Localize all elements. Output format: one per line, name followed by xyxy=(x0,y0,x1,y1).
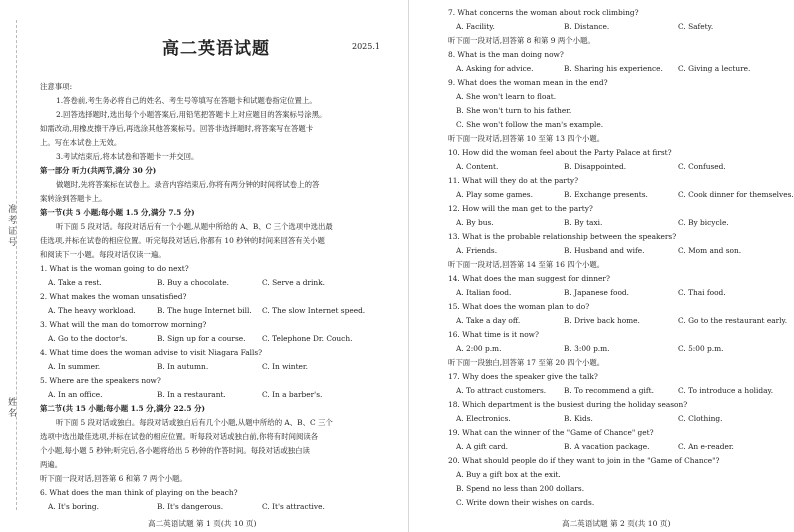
option-a[interactable]: A. Asking for advice. xyxy=(456,64,534,73)
option-c[interactable]: C. Confused. xyxy=(678,162,726,171)
option-b[interactable]: B. Japanese food. xyxy=(564,288,630,297)
exam-id-label: 准考证号 xyxy=(8,205,18,248)
option-c[interactable]: C. She won't follow the man's example. xyxy=(456,120,604,129)
name-label: 姓名 xyxy=(8,398,18,419)
instruction-line: 和阅读下一小题。每段对话仅读一遍。 xyxy=(40,250,166,259)
question-text: 16. What time is it now? xyxy=(448,330,539,339)
exam-date: 2025.1 xyxy=(352,42,380,51)
page-footer: 高二英语试题 第 2 页(共 10 页) xyxy=(562,519,671,528)
option-a[interactable]: A. Take a rest. xyxy=(48,278,102,287)
option-b[interactable]: B. Sharing his experience. xyxy=(564,64,663,73)
option-c[interactable]: C. Giving a lecture. xyxy=(678,64,751,73)
binding-line xyxy=(16,20,17,510)
question-text: 14. What does the man suggest for dinner? xyxy=(448,274,610,283)
option-a[interactable]: A. Friends. xyxy=(456,246,498,255)
section-heading: 第一节(共 5 小题;每小题 1.5 分,满分 7.5 分) xyxy=(40,208,195,217)
option-c[interactable]: C. An e-reader. xyxy=(678,442,734,451)
question-text: 11. What will they do at the party? xyxy=(448,176,579,185)
page-footer: 高二英语试题 第 1 页(共 10 页) xyxy=(148,519,257,528)
option-b[interactable]: B. By taxi. xyxy=(564,218,603,227)
instruction-line: 两遍。 xyxy=(40,460,63,469)
option-a[interactable]: A. In an office. xyxy=(48,390,103,399)
option-b[interactable]: B. Kids. xyxy=(564,414,593,423)
option-a[interactable]: A. Play some games. xyxy=(456,190,533,199)
notice-line: 2.回答选择题时,选出每个小题答案后,用铅笔把答题卡上对应题目的答案标号涂黑。 xyxy=(56,110,327,119)
option-b[interactable]: B. Spend no less than 200 dollars. xyxy=(456,484,585,493)
option-c[interactable]: C. By bicycle. xyxy=(678,218,729,227)
notice-line: 如需改动,用橡皮擦干净后,再选涂其他答案标号。回答非选择题时,将答案写在答题卡 xyxy=(40,124,314,133)
option-a[interactable]: A. 2:00 p.m. xyxy=(456,344,502,353)
option-a[interactable]: A. Buy a gift box at the exit. xyxy=(456,470,561,479)
dialogue-intro: 听下面一段对话,回答第 10 至第 13 四个小题。 xyxy=(448,134,605,143)
notice-line: 1.答卷前,考生务必将自己的姓名、考生号等填写在答题卡和试题卷指定位置上。 xyxy=(56,96,317,105)
option-a[interactable]: A. Content. xyxy=(456,162,499,171)
option-b[interactable]: B. Drive back home. xyxy=(564,316,640,325)
dialogue-intro: 听下面一段对话,回答第 8 和第 9 两个小题。 xyxy=(448,36,595,45)
question-text: 12. How will the man get to the party? xyxy=(448,204,593,213)
option-a[interactable]: A. She won't learn to float. xyxy=(456,92,557,101)
page-title: 高二英语试题 xyxy=(162,39,270,59)
option-a[interactable]: A. It's boring. xyxy=(48,502,100,511)
instruction-line: 案转涂到答题卡上。 xyxy=(40,194,107,203)
option-b[interactable]: B. Exchange presents. xyxy=(564,190,648,199)
option-c[interactable]: C. Clothing. xyxy=(678,414,723,423)
question-text: 10. How did the woman feel about the Party Palace at first? xyxy=(448,148,672,157)
dialogue-intro: 听下面一段对话,回答第 14 至第 16 四个小题。 xyxy=(448,260,605,269)
page-divider xyxy=(408,0,409,532)
option-c[interactable]: C. Safety. xyxy=(678,22,714,31)
option-a[interactable]: A. Take a day off. xyxy=(456,316,521,325)
question-text: 20. What should people do if they want to join in the "Game of Chance"? xyxy=(448,456,720,465)
section-heading: 第二节(共 15 小题;每小题 1.5 分,满分 22.5 分) xyxy=(40,404,205,413)
question-text: 9. What does the woman mean in the end? xyxy=(448,78,608,87)
option-b[interactable]: B. Buy a chocolate. xyxy=(157,278,230,287)
option-c[interactable]: C. Telephone Dr. Couch. xyxy=(262,334,353,343)
instruction-line: 选项中选出最佳选项,并标在试卷的相应位置。听每段对话或独白前,你将有时间阅读各 xyxy=(40,432,319,441)
dialogue-intro: 听下面一段对话,回答第 6 和第 7 两个小题。 xyxy=(40,474,187,483)
option-b[interactable]: B. In a restaurant. xyxy=(157,390,226,399)
option-a[interactable]: A. To attract customers. xyxy=(456,386,547,395)
instruction-line: 听下面 5 段对话或独白。每段对话或独白后有几个小题,从题中所给的 A、B、C 三个 xyxy=(56,418,333,427)
question-text: 7. What concerns the woman about rock climbing? xyxy=(448,8,639,17)
option-c[interactable]: C. 5:00 p.m. xyxy=(678,344,724,353)
question-text: 13. What is the probable relationship between the speakers? xyxy=(448,232,677,241)
question-text: 19. What can the winner of the "Game of Chance" get? xyxy=(448,428,654,437)
option-b[interactable]: B. 3:00 p.m. xyxy=(564,344,610,353)
question-text: 6. What does the man think of playing on the beach? xyxy=(40,488,238,497)
notice-heading: 注意事项: xyxy=(40,82,73,91)
option-b[interactable]: B. Disappointed. xyxy=(564,162,627,171)
option-b[interactable]: B. Sign up for a course. xyxy=(157,334,246,343)
option-c[interactable]: C. Cook dinner for themselves. xyxy=(678,190,794,199)
option-b[interactable]: B. She won't turn to his father. xyxy=(456,106,572,115)
option-b[interactable]: B. A vacation package. xyxy=(564,442,650,451)
instruction-line: 听下面 5 段对话。每段对话后有一个小题,从题中所给的 A、B、C 三个选项中选出最 xyxy=(56,222,333,231)
option-a[interactable]: A. The heavy workload. xyxy=(48,306,136,315)
option-c[interactable]: C. Thai food. xyxy=(678,288,726,297)
option-a[interactable]: A. A gift card. xyxy=(456,442,509,451)
option-b[interactable]: B. Distance. xyxy=(564,22,610,31)
option-b[interactable]: B. Husband and wife. xyxy=(564,246,645,255)
option-a[interactable]: A. Electronics. xyxy=(456,414,511,423)
part-heading: 第一部分 听力(共两节,满分 30 分) xyxy=(40,166,157,175)
option-c[interactable]: C. Go to the restaurant early. xyxy=(678,316,788,325)
monologue-intro: 听下面一段独白,回答第 17 至第 20 四个小题。 xyxy=(448,358,605,367)
option-a[interactable]: A. By bus. xyxy=(456,218,494,227)
option-c[interactable]: C. In a barber's. xyxy=(262,390,323,399)
option-a[interactable]: A. Go to the doctor's. xyxy=(48,334,128,343)
instruction-line: 做题时,先将答案标在试卷上。录音内容结束后,你将有两分钟的时间将试卷上的答 xyxy=(56,180,320,189)
option-a[interactable]: A. In summer. xyxy=(48,362,101,371)
option-a[interactable]: A. Facility. xyxy=(456,22,495,31)
right-page xyxy=(412,0,794,532)
notice-line: 上。写在本试卷上无效。 xyxy=(40,138,122,147)
question-text: 15. What does the woman plan to do? xyxy=(448,302,590,311)
option-c[interactable]: C. Serve a drink. xyxy=(262,278,325,287)
option-b[interactable]: B. In autumn. xyxy=(157,362,209,371)
option-b[interactable]: B. The huge Internet bill. xyxy=(157,306,252,315)
option-c[interactable]: C. Mom and son. xyxy=(678,246,742,255)
instruction-line: 佳选项,并标在试卷的相应位置。听完每段对话后,你都有 10 秒钟的时间来回答有关小题 xyxy=(40,236,325,245)
question-text: 3. What will the man do tomorrow morning? xyxy=(40,320,207,329)
question-text: 17. Why does the speaker give the talk? xyxy=(448,372,598,381)
option-b[interactable]: B. It's dangerous. xyxy=(157,502,224,511)
question-text: 4. What time does the woman advise to visit Niagara Falls? xyxy=(40,348,263,357)
question-text: 5. Where are the speakers now? xyxy=(40,376,161,385)
question-text: 18. Which department is the busiest during the holiday season? xyxy=(448,400,688,409)
option-c[interactable]: C. It's attractive. xyxy=(262,502,325,511)
option-c[interactable]: C. The slow Internet speed. xyxy=(262,306,366,315)
option-c[interactable]: C. In winter. xyxy=(262,362,308,371)
option-c[interactable]: C. Write down their wishes on cards. xyxy=(456,498,595,507)
option-b[interactable]: B. To recommend a gift. xyxy=(564,386,654,395)
option-c[interactable]: C. To introduce a holiday. xyxy=(678,386,774,395)
question-text: 8. What is the man doing now? xyxy=(448,50,564,59)
question-text: 1. What is the woman going to do next? xyxy=(40,264,189,273)
instruction-line: 个小题,每小题 5 秒钟;听完后,各小题将给出 5 秒钟的作答时间。每段对话或独白读 xyxy=(40,446,310,455)
question-text: 2. What makes the woman unsatisfied? xyxy=(40,292,187,301)
notice-line: 3.考试结束后,将本试卷和答题卡一并交回。 xyxy=(56,152,199,161)
option-a[interactable]: A. Italian food. xyxy=(456,288,512,297)
